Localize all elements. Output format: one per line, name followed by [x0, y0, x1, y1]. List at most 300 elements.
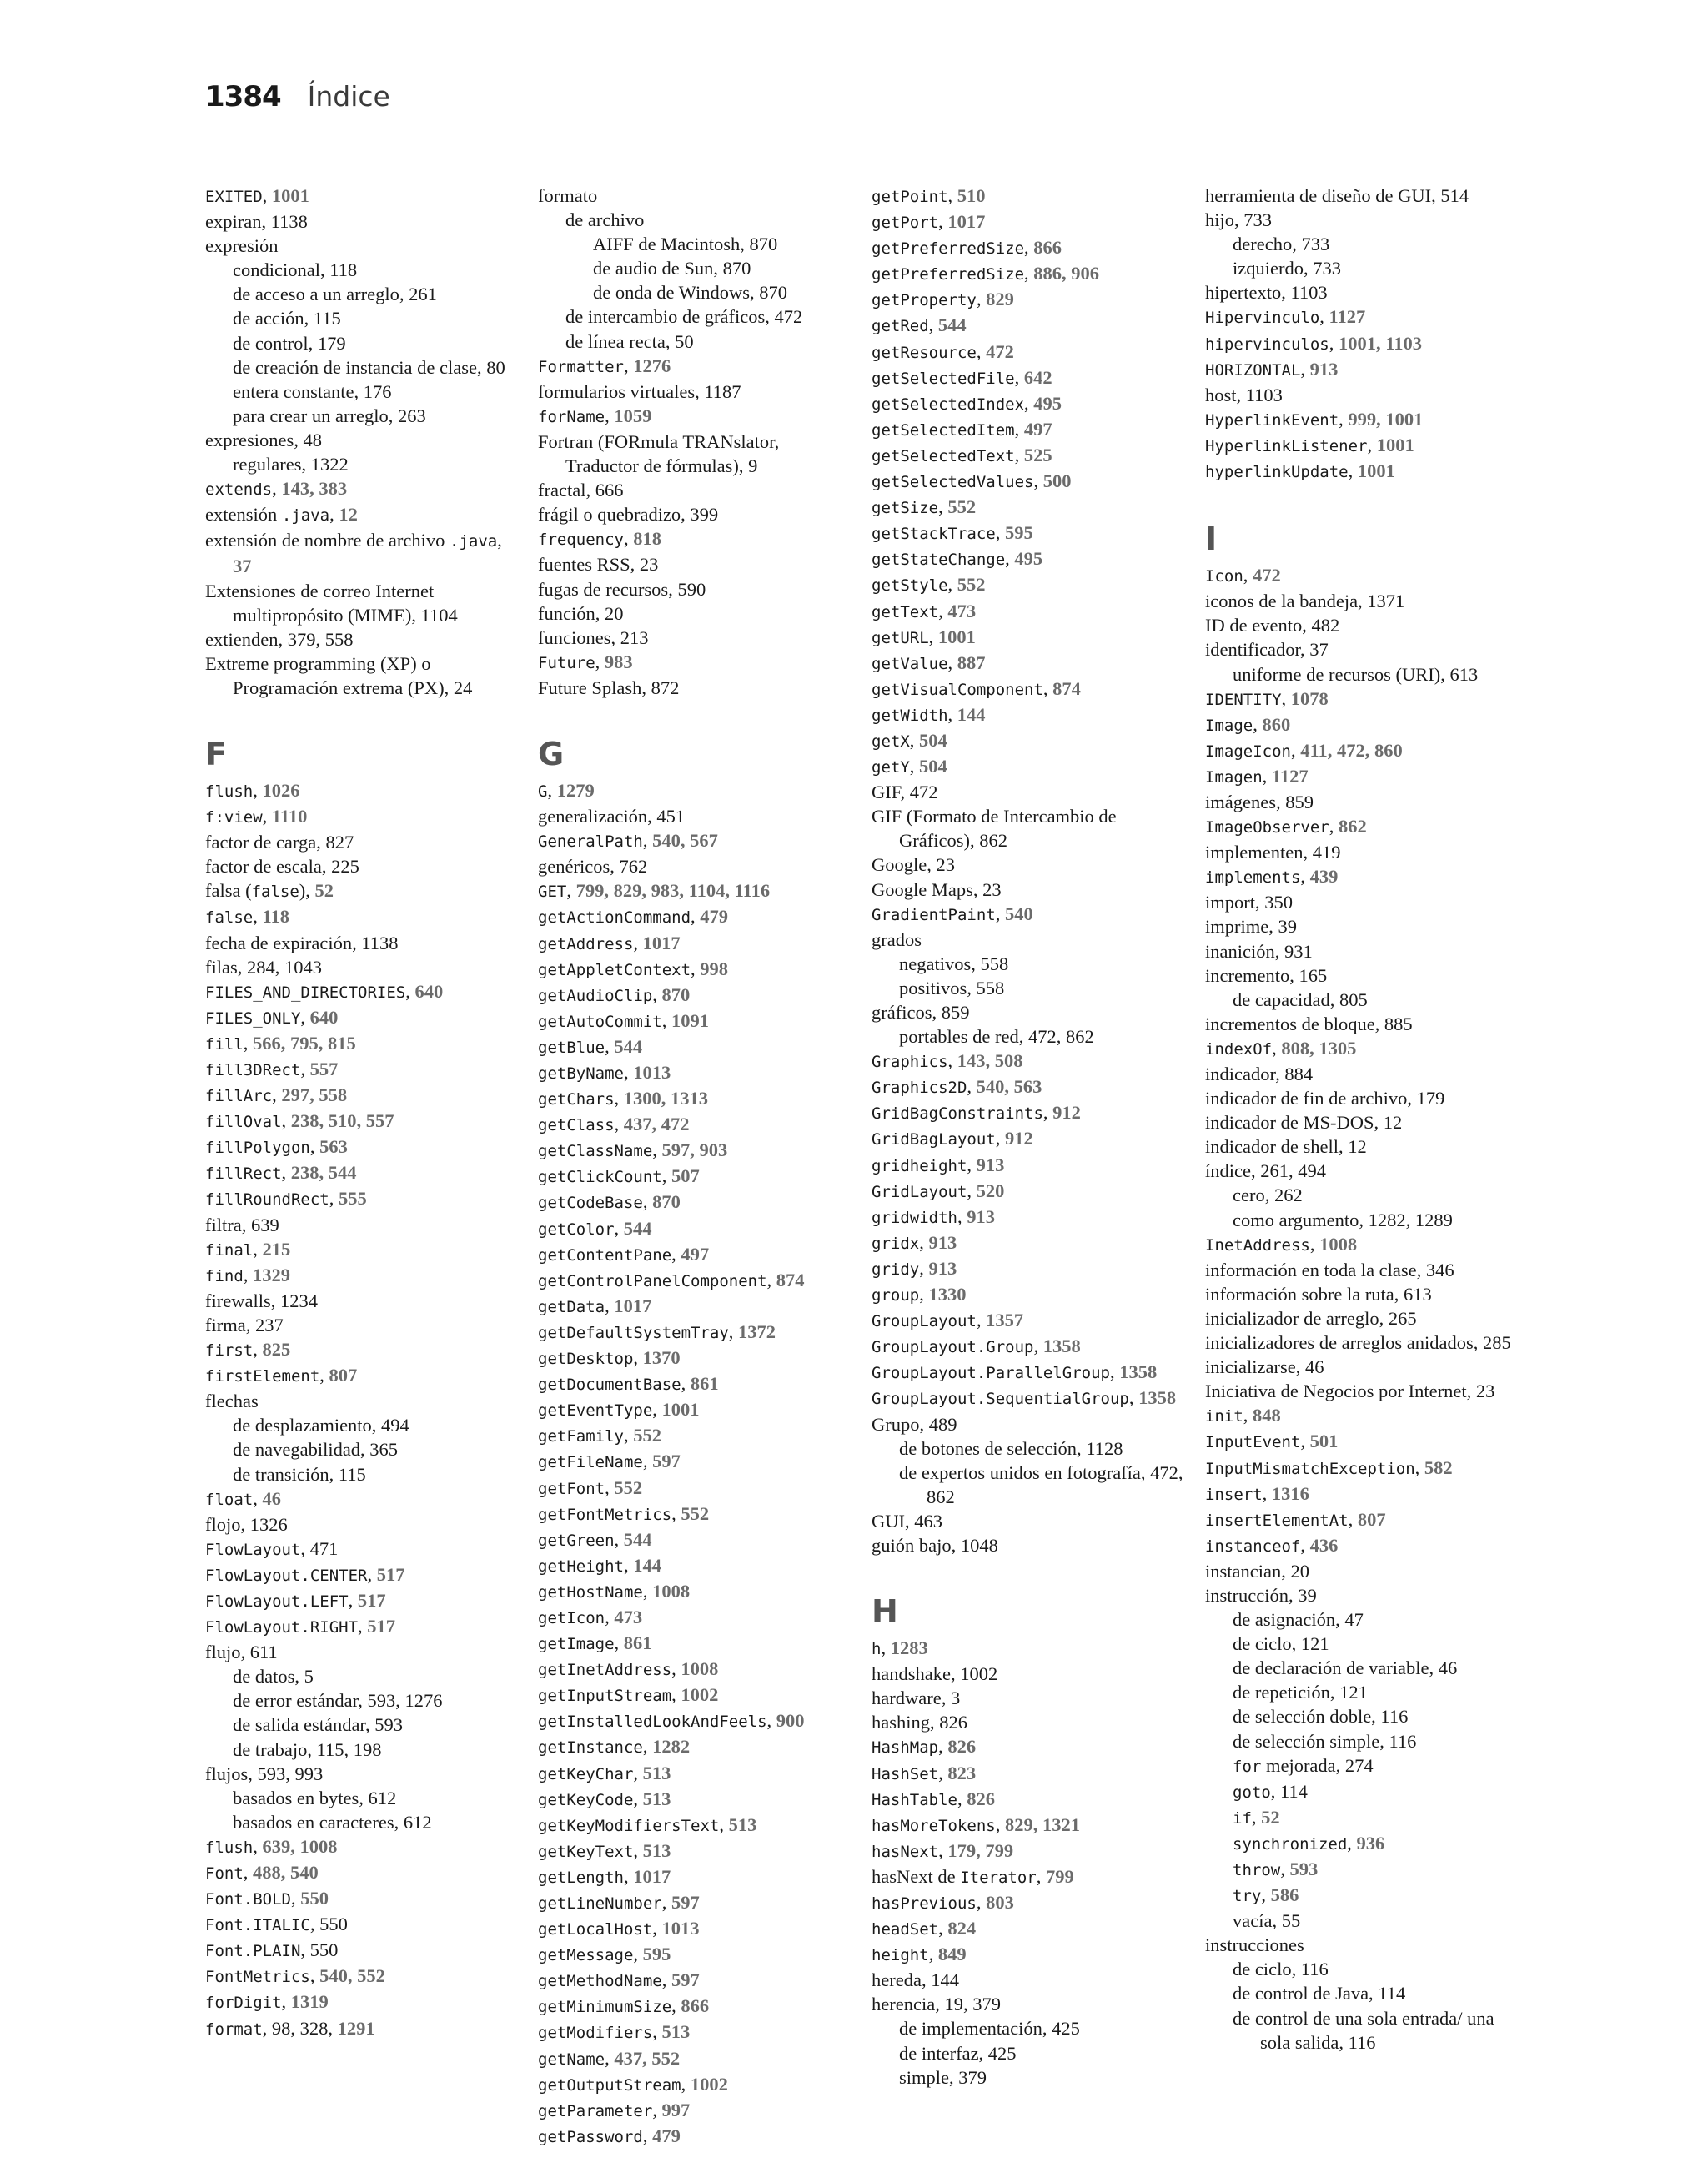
index-term: extienden, 379, 558 [205, 628, 354, 650]
index-term: false [205, 908, 254, 928]
index-entry [1205, 963, 1522, 988]
index-term: instanceof [1205, 1537, 1301, 1556]
index-term: de audio de Sun, 870 [593, 258, 751, 279]
index-pages: , [938, 1918, 948, 1939]
index-entry [205, 979, 522, 1005]
index-pages: , [253, 1238, 263, 1260]
index-entry [1205, 1036, 1522, 1062]
index-term: getStackTrace [872, 525, 996, 544]
index-pages: , 550 [309, 1914, 348, 1935]
index-entry [205, 476, 522, 502]
index-entry [538, 1449, 855, 1475]
index-subentry [1205, 256, 1522, 280]
index-entry [872, 1074, 1188, 1100]
index-pages: , [614, 1088, 624, 1109]
index-page-ref: 1358 [1138, 1387, 1177, 1409]
index-term: información en toda la clase, 346 [1205, 1259, 1454, 1280]
index-pages: , [262, 806, 272, 827]
index-entry [205, 1213, 522, 1237]
index-pages: , [605, 1035, 615, 1057]
index-page-ref: 1008 [1319, 1233, 1358, 1255]
index-term: FlowLayout.LEFT [205, 1592, 349, 1611]
index-entry [872, 1890, 1188, 1916]
index-entry [872, 780, 1188, 804]
index-entry [872, 1230, 1188, 1256]
index-pages: , [947, 1050, 957, 1072]
index-pages: , [348, 1589, 358, 1611]
index-subentry [205, 1462, 522, 1486]
index-page-ref: 238, 544 [290, 1162, 357, 1184]
index-term: ImageIcon [1205, 742, 1291, 761]
index-pages: , [995, 522, 1005, 544]
index-term: de implementación, 425 [899, 2018, 1080, 2040]
index-entry [1205, 1533, 1522, 1559]
index-entry [1205, 383, 1522, 407]
index-subentry [872, 2041, 1188, 2065]
index-pages: , [1319, 306, 1329, 328]
index-term: indicador, 884 [1205, 1064, 1314, 1084]
index-entry [872, 443, 1188, 469]
index-entry [538, 478, 855, 502]
index-term: insertElementAt [1205, 1511, 1349, 1530]
index-page-ref: 552 [633, 1425, 661, 1446]
index-entry [205, 1886, 522, 1912]
index-term: gridheight [872, 1156, 967, 1175]
index-page-ref: 998 [700, 958, 729, 979]
index-term: hardware, 3 [872, 1688, 961, 1709]
index-entry [538, 1190, 855, 1215]
index-term: de selección doble, 116 [1233, 1706, 1409, 1728]
index-pages: , [642, 1580, 653, 1602]
index-pages: , [1300, 866, 1310, 888]
index-term: HashMap [872, 1738, 939, 1758]
index-page-ref: 472 [986, 340, 1014, 362]
index-page-ref: 849 [937, 1944, 967, 1965]
index-entry [205, 1964, 522, 1989]
index-term: getBlue [538, 1038, 605, 1057]
index-term: condicional, 118 [233, 259, 358, 281]
index-pages: , [1005, 548, 1015, 570]
index-pages: , [272, 478, 282, 500]
index-pages: , [1300, 1534, 1310, 1556]
index-entry [872, 1686, 1188, 1710]
index-entry [538, 1813, 855, 1838]
index-term: getSelectedItem [872, 420, 1015, 440]
index-entry [205, 1640, 522, 1664]
index-term: getY [872, 758, 910, 777]
index-entry [205, 955, 522, 979]
index-term: de botones de selección, 1128 [899, 1437, 1123, 1459]
index-term: getActionCommand [538, 908, 691, 928]
index-term: de transición, 115 [233, 1463, 366, 1485]
index-entry [872, 1992, 1188, 2016]
index-page-ref: 999, 1001 [1348, 408, 1424, 430]
index-term: getFileName [538, 1453, 643, 1472]
index-page-ref: 215 [262, 1238, 291, 1260]
index-subentry [1205, 1831, 1522, 1857]
index-page-ref: 1319 [290, 1991, 329, 2013]
index-column-2 [538, 184, 855, 2150]
index-page-ref: 1372 [738, 1320, 776, 1342]
index-term: h [872, 1640, 882, 1659]
index-entry [205, 627, 522, 651]
index-entry [872, 1179, 1188, 1205]
index-entry [538, 1086, 855, 1112]
index-term: de trabajo, 115, 198 [233, 1738, 382, 1760]
index-term: de acción, 115 [233, 308, 341, 329]
index-pages: , [1281, 687, 1291, 709]
index-term: de datos, 5 [233, 1666, 314, 1688]
index-pages: , [642, 1451, 653, 1472]
index-pages: , [281, 1991, 291, 2013]
index-entry [205, 1160, 522, 1186]
index-page-ref: 504 [919, 756, 947, 777]
index-pages: , [1024, 392, 1034, 414]
index-entry [205, 502, 522, 528]
index-term: de declaración de variable, 46 [1233, 1657, 1458, 1679]
index-term: getSelectedValues [872, 473, 1034, 492]
index-pages: , [614, 1217, 624, 1239]
index-entry [538, 1631, 855, 1657]
index-subentry [538, 280, 855, 304]
index-entry [538, 1527, 855, 1553]
index-term: getPassword [538, 2127, 643, 2146]
index-term: getInstalledLookAndFeels [538, 1713, 767, 1732]
index-term: GeneralPath [538, 832, 643, 852]
index-entry [205, 1186, 522, 1212]
index-page-ref: 824 [947, 1918, 977, 1939]
index-entry [205, 1057, 522, 1083]
index-pages: , [272, 1084, 282, 1106]
index-pages: , [1347, 1832, 1357, 1854]
index-term: getClassName [538, 1142, 653, 1161]
index-entry [538, 1009, 855, 1034]
index-pages: , [947, 574, 957, 596]
index-pages: , [1033, 1335, 1043, 1357]
index-entry [872, 1787, 1188, 1813]
index-term: getInetAddress [538, 1661, 672, 1680]
index-page-ref: 504 [919, 729, 947, 751]
index-page-ref: 1026 [262, 779, 300, 801]
index-term: HORIZONTAL [1205, 360, 1301, 380]
index-entry [1205, 280, 1522, 304]
index-entry [538, 983, 855, 1009]
index-page-ref: 1017 [947, 211, 986, 233]
index-pages: , [623, 1425, 634, 1446]
index-pages: , [661, 1009, 671, 1031]
index-pages: , [652, 983, 662, 1005]
index-pages: , [1261, 1884, 1271, 1906]
index-entry [205, 528, 522, 578]
index-pages: , [652, 2099, 662, 2120]
index-term: group [872, 1286, 920, 1305]
index-entry [538, 804, 855, 828]
index-entry [1205, 1062, 1522, 1086]
index-subentry [1205, 1981, 1522, 2005]
index-term: ID de evento, 482 [1205, 615, 1340, 636]
index-entry [205, 778, 522, 804]
index-page-ref: 1017 [633, 1865, 671, 1887]
index-term: first [205, 1341, 254, 1361]
index-term: ImageObserver [1205, 818, 1329, 837]
index-term: genéricos, 762 [538, 856, 648, 878]
index-term: getIcon [538, 1608, 605, 1627]
index-pages: , [661, 1892, 671, 1913]
index-entry [1205, 1232, 1522, 1258]
index-entry [872, 1662, 1188, 1686]
index-term: firma, 237 [205, 1314, 284, 1335]
index-term: getInstance [538, 1738, 643, 1758]
index-page-ref: 297, 558 [281, 1084, 348, 1106]
index-term: expresión [205, 235, 279, 257]
index-pages: , [976, 289, 987, 310]
index-page-ref: 1127 [1329, 306, 1366, 328]
index-page-ref: 563 [319, 1136, 348, 1158]
index-pages: , [605, 2047, 615, 2069]
index-term: getPreferredSize [872, 239, 1025, 259]
index-entry [205, 1537, 522, 1562]
index-pages: , [281, 1110, 291, 1132]
index-page-ref: 540, 567 [652, 830, 718, 852]
index-entry [538, 1683, 855, 1708]
index-entry [872, 546, 1188, 572]
index-pages: , [633, 932, 643, 953]
index-pages: , [947, 651, 957, 673]
index-term: goto [1233, 1783, 1271, 1802]
index-term: Iniciativa de Negocios por Internet, 23 [1205, 1381, 1495, 1402]
index-pages: , [976, 1892, 987, 1913]
index-pages: , [938, 1839, 948, 1861]
index-pages: , [623, 1554, 634, 1576]
index-entry [538, 1761, 855, 1787]
index-entry [538, 957, 855, 983]
index-page-ref: 913 [1309, 358, 1339, 380]
index-pages: , [1300, 358, 1310, 380]
index-term: Formatter [538, 357, 624, 376]
index-pages: , [1014, 418, 1024, 440]
index-pages: , [919, 1231, 929, 1253]
index-entry [872, 878, 1188, 902]
index-pages: , [938, 496, 948, 518]
index-page-ref: 874 [1052, 677, 1081, 699]
index-entry [872, 599, 1188, 625]
index-page-ref: 1316 [1271, 1482, 1309, 1504]
index-term: G [538, 782, 548, 801]
index-subentry [538, 256, 855, 280]
index-pages: , [947, 703, 957, 725]
index-subentry [872, 976, 1188, 1000]
index-entry [872, 235, 1188, 261]
index-term: Imagen [1205, 767, 1263, 787]
index-pages: , [938, 1762, 948, 1783]
index-entry [538, 778, 855, 804]
index-entry [872, 928, 1188, 952]
index-pages: , [928, 626, 938, 647]
index-term: Hipervinculo [1205, 309, 1320, 328]
index-pages: , [595, 651, 605, 672]
index-page-ref: 913 [967, 1205, 995, 1227]
index-page-ref: 1017 [614, 1295, 652, 1316]
index-pages: , [633, 1762, 643, 1783]
index-pages: , [253, 1339, 263, 1361]
index-term: información sobre la ruta, 613 [1205, 1283, 1432, 1305]
index-entry [205, 428, 522, 452]
index-page-ref: 1370 [642, 1347, 681, 1369]
index-term: implementen, 419 [1205, 842, 1341, 863]
index-term: getClass [538, 1116, 615, 1135]
index-term: como argumento, 1282, 1289 [1233, 1209, 1453, 1230]
index-page-ref: 557 [309, 1059, 339, 1079]
index-page-ref: 1110 [271, 806, 308, 827]
index-term: factor de escala, 225 [205, 856, 359, 878]
index-subentry [1205, 988, 1522, 1012]
index-page-ref: 118 [262, 906, 289, 928]
index-term: fillRoundRect [205, 1190, 329, 1210]
index-term: FlowLayout.RIGHT [205, 1618, 359, 1637]
index-page-ref: 807 [329, 1365, 358, 1386]
index-entry [538, 1605, 855, 1631]
index-term: getStyle [872, 576, 948, 596]
index-term: de repetición, 121 [1233, 1682, 1368, 1703]
index-term: incrementos de bloque, 885 [1205, 1013, 1413, 1034]
index-pages: , [633, 1788, 643, 1809]
index-pages: , [1272, 1037, 1282, 1059]
index-term: if [1233, 1808, 1252, 1828]
index-page-ref: 1276 [633, 355, 671, 376]
index-term: GroupLayout.Group [872, 1338, 1034, 1357]
index-pages: , [1036, 1865, 1046, 1887]
index-subentry [1205, 1883, 1522, 1909]
index-page-ref: 540, 552 [319, 1965, 385, 1987]
index-entry [872, 572, 1188, 598]
index-entry [538, 404, 855, 430]
index-term: FlowLayout.CENTER [205, 1566, 368, 1585]
index-entry [872, 1000, 1188, 1024]
index-entry [538, 2046, 855, 2072]
index-entry [538, 1060, 855, 1086]
index-entry [872, 804, 1188, 853]
index-pages: , [671, 1502, 681, 1524]
index-page-ref: 913 [976, 1154, 1005, 1175]
index-term: getWidth [872, 706, 948, 725]
index-pages: , [1329, 816, 1339, 837]
index-term: init [1205, 1407, 1243, 1426]
index-entry [538, 430, 855, 478]
index-entry [538, 1164, 855, 1190]
index-page-ref: 1002 [681, 1684, 719, 1706]
index-pages: , [1014, 444, 1024, 465]
index-pages: , [671, 1658, 681, 1680]
index-pages: , [1339, 408, 1349, 430]
index-entry [538, 1579, 855, 1605]
index-entry [1205, 1086, 1522, 1110]
index-page-ref: 1127 [1271, 765, 1309, 787]
index-term: getMethodName [538, 1972, 662, 1991]
index-entry [205, 1031, 522, 1057]
index-entry [1205, 637, 1522, 661]
index-term: Graphics2D [872, 1079, 967, 1098]
index-subentry [872, 1024, 1188, 1049]
index-subentry [205, 282, 522, 306]
index-term: Font.BOLD [205, 1890, 291, 1909]
index-entry [205, 1263, 522, 1289]
index-entry [538, 354, 855, 380]
index-entry [872, 1282, 1188, 1308]
index-page-ref: 238, 510, 557 [290, 1110, 394, 1132]
index-entry [205, 1083, 522, 1109]
index-pages: , [1024, 237, 1034, 259]
index-term: GroupLayout.ParallelGroup [872, 1364, 1110, 1383]
index-term: índice, 261, 494 [1205, 1160, 1326, 1182]
index-pages: , [1042, 1102, 1053, 1124]
index-term: Graphics [872, 1053, 948, 1072]
index-entry [872, 1968, 1188, 1992]
index-pages: , [947, 185, 957, 206]
index-entry [1205, 712, 1522, 738]
index-page-ref: 640 [309, 1006, 339, 1028]
index-term: getX [872, 732, 910, 751]
index-subentry [205, 306, 522, 330]
index-pages: , [938, 211, 948, 233]
index-term: formato [538, 185, 598, 206]
index-pages: , [1309, 1233, 1320, 1255]
index-subentry [205, 1713, 522, 1737]
index-page-ref: 593 [1289, 1859, 1319, 1879]
index-entry [1205, 1110, 1522, 1134]
index-subentry [538, 329, 855, 354]
index-page-ref: 439 [1309, 866, 1339, 888]
index-pages: , [253, 906, 263, 928]
index-page-ref: 179, 799 [947, 1839, 1014, 1861]
index-term: de onda de Windows, 870 [593, 282, 788, 304]
index-subentry [1205, 1607, 1522, 1632]
index-term: InputEvent [1205, 1433, 1301, 1452]
index-term: GridBagLayout [872, 1130, 996, 1149]
section-title: Índice [307, 80, 390, 113]
index-entry [1205, 304, 1522, 330]
index-term: de asignación, 47 [1233, 1609, 1364, 1631]
index-subentry [872, 952, 1188, 976]
index-page-ref: 1059 [614, 405, 652, 426]
index-page-ref: 500 [1042, 470, 1072, 492]
index-page-ref: 912 [1052, 1102, 1081, 1124]
index-term: GET [538, 883, 567, 902]
index-page-ref: 144 [633, 1554, 661, 1576]
index-pages: , [605, 1606, 615, 1627]
index-pages: , [967, 1154, 977, 1175]
index-term: getLineNumber [538, 1894, 662, 1913]
index-term: getImage [538, 1635, 615, 1654]
index-term: de ciclo, 121 [1233, 1633, 1329, 1655]
index-subentry [205, 1664, 522, 1688]
index-page-ref: 1001 [1376, 434, 1414, 455]
index-pages: , [309, 1136, 320, 1158]
index-term: fugas de recursos, 590 [538, 578, 706, 600]
index-entry [872, 495, 1188, 521]
index-entry [538, 828, 855, 854]
index-page-ref: 144 [957, 703, 986, 725]
index-entry [872, 1412, 1188, 1436]
index-subentry [1205, 1632, 1522, 1656]
index-entry [205, 830, 522, 854]
index-letter-heading: I [1205, 521, 1218, 558]
index-term: float [205, 1490, 254, 1509]
index-entry [1205, 840, 1522, 864]
index-term: GIF, 472 [872, 782, 938, 803]
index-term: flush [205, 782, 254, 801]
index-subentry [1205, 1680, 1522, 1704]
index-entry [538, 577, 855, 601]
